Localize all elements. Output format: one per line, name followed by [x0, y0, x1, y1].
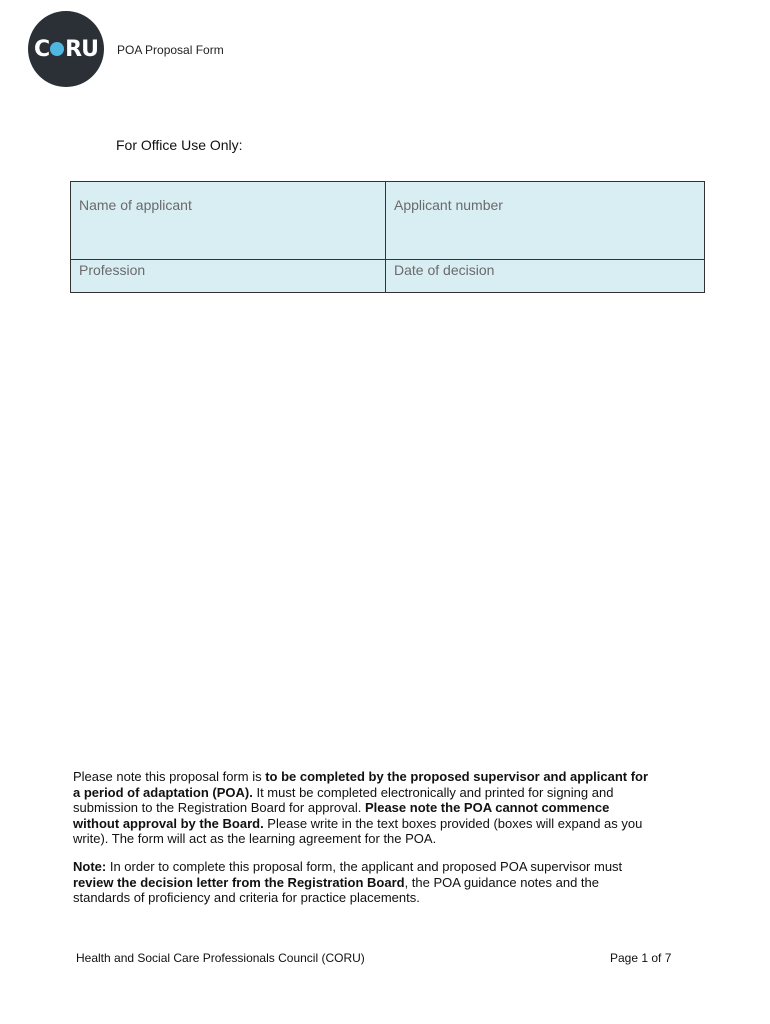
page-number: Page 1 of 7	[610, 951, 672, 965]
logo-dot-icon	[50, 42, 64, 56]
notice-text	[73, 769, 653, 918]
footer-organization: Health and Social Care Professionals Council (CORU)	[76, 951, 365, 965]
profession-field[interactable]: Profession	[71, 260, 386, 293]
coru-logo-text: C RU	[34, 36, 98, 62]
coru-logo	[28, 11, 104, 87]
office-use-table	[70, 181, 705, 293]
applicant-number-field[interactable]: Applicant number	[386, 182, 705, 260]
date-of-decision-field[interactable]: Date of decision	[386, 260, 705, 293]
office-use-label: For Office Use Only:	[116, 137, 243, 153]
notice-paragraph-2: Note: In order to complete this proposal form, the applicant and proposed POA supervisor must review the decision letter from the Registration Board, the POA guidance notes and the standards of proficiency and criteria for practice placements.	[73, 858, 623, 906]
form-title: POA Proposal Form	[117, 43, 224, 57]
name-of-applicant-field[interactable]: Name of applicant	[71, 182, 386, 260]
notice-paragraph-1: Please note this proposal form is to be completed by the proposed supervisor and applicant for a period of adaptation (POA). It must be completed electronically and printed for signing and submission to the Registration Board for approval. Please note the POA cannot commence without approval by the Board. Please write in the text boxes provided (boxes will expand as you write). The form will act as the learning agreement for the POA.	[73, 769, 649, 847]
